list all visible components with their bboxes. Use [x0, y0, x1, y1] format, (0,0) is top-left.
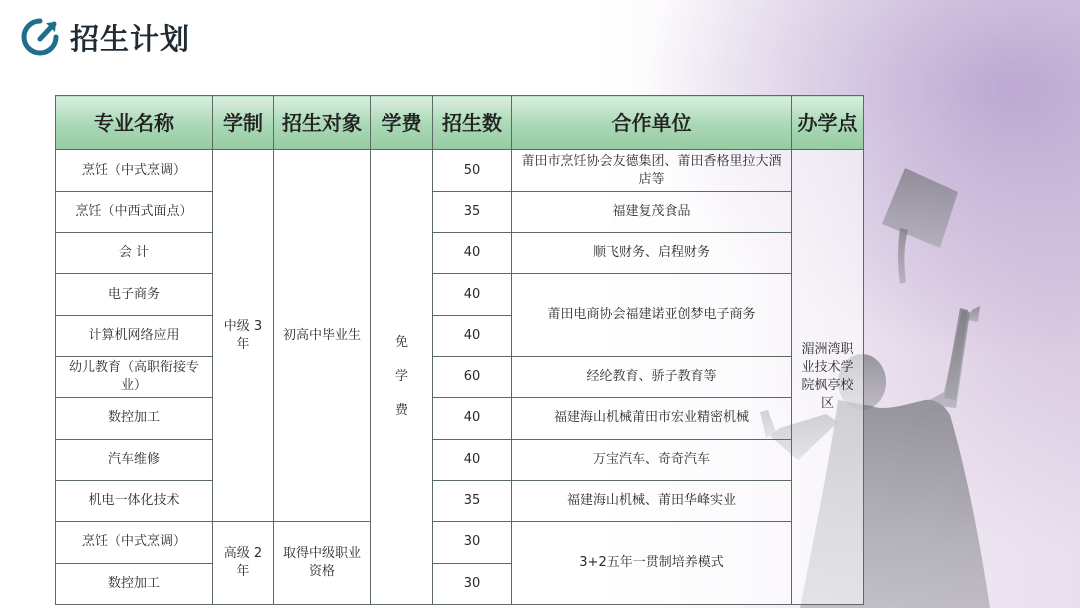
count-cell: 40 — [433, 439, 512, 480]
major-cell: 机电一体化技术 — [56, 480, 213, 521]
count-cell: 30 — [433, 522, 512, 563]
target-cell: 初高中毕业生 — [274, 150, 371, 522]
enrollment-plan-table — [55, 95, 864, 605]
table-row — [56, 439, 864, 480]
partner-cell: 福建海山机械莆田市宏业精密机械 — [512, 398, 792, 439]
col-header-partner: 合作单位 — [512, 96, 792, 150]
major-cell: 数控加工 — [56, 563, 213, 604]
count-cell: 60 — [433, 356, 512, 397]
table-row — [56, 274, 864, 315]
table-row — [56, 356, 864, 397]
major-cell: 数控加工 — [56, 398, 213, 439]
fee-char: 学 — [394, 369, 408, 385]
major-cell: 烹饪（中西式面点） — [56, 191, 213, 232]
partner-cell: 莆田电商协会福建诺亚创梦电子商务 — [512, 274, 792, 357]
duration-cell: 高级 2 年 — [213, 522, 274, 605]
partner-cell: 经纶教育、骄子教育等 — [512, 356, 792, 397]
col-header-fee: 学费 — [371, 96, 433, 150]
table-row — [56, 233, 864, 274]
location-cell: 湄洲湾职业技术学院枫亭校区 — [792, 150, 864, 605]
col-header-major: 专业名称 — [56, 96, 213, 150]
partner-cell: 福建海山机械、莆田华峰实业 — [512, 480, 792, 521]
count-cell: 35 — [433, 191, 512, 232]
col-header-count: 招生数 — [433, 96, 512, 150]
major-cell: 幼儿教育（高职衔接专业） — [56, 356, 213, 397]
partner-cell: 3+2五年一贯制培养模式 — [512, 522, 792, 605]
col-header-duration: 学制 — [213, 96, 274, 150]
major-cell: 会 计 — [56, 233, 213, 274]
page-header — [18, 14, 190, 60]
target-cell: 取得中级职业资格 — [274, 522, 371, 605]
count-cell: 40 — [433, 315, 512, 356]
major-cell: 计算机网络应用 — [56, 315, 213, 356]
fee-char: 费 — [394, 403, 408, 419]
partner-cell: 莆田市烹饪协会友德集团、莆田香格里拉大酒店等 — [512, 150, 792, 191]
count-cell: 35 — [433, 480, 512, 521]
table-row — [56, 522, 864, 563]
count-cell: 40 — [433, 233, 512, 274]
col-header-target: 招生对象 — [274, 96, 371, 150]
count-cell: 40 — [433, 274, 512, 315]
fee-char: 免 — [394, 335, 408, 351]
fee-cell — [371, 150, 433, 605]
major-cell: 烹饪（中式烹调） — [56, 522, 213, 563]
page-title: 招生计划 — [70, 21, 191, 56]
count-cell: 50 — [433, 150, 512, 191]
count-cell: 40 — [433, 398, 512, 439]
major-cell: 汽车维修 — [56, 439, 213, 480]
duration-cell: 中级 3 年 — [213, 150, 274, 522]
count-cell: 30 — [433, 563, 512, 604]
table-row — [56, 150, 864, 191]
major-cell: 电子商务 — [56, 274, 213, 315]
table-row — [56, 398, 864, 439]
table-row — [56, 480, 864, 521]
major-cell: 烹饪（中式烹调） — [56, 150, 213, 191]
partner-cell: 万宝汽车、奇奇汽车 — [512, 439, 792, 480]
table-row — [56, 191, 864, 232]
partner-cell: 顺飞财务、启程财务 — [512, 233, 792, 274]
col-header-location: 办学点 — [792, 96, 864, 150]
table-header-row — [56, 96, 864, 150]
circular-arrow-icon — [18, 15, 62, 59]
partner-cell: 福建复茂食品 — [512, 191, 792, 232]
